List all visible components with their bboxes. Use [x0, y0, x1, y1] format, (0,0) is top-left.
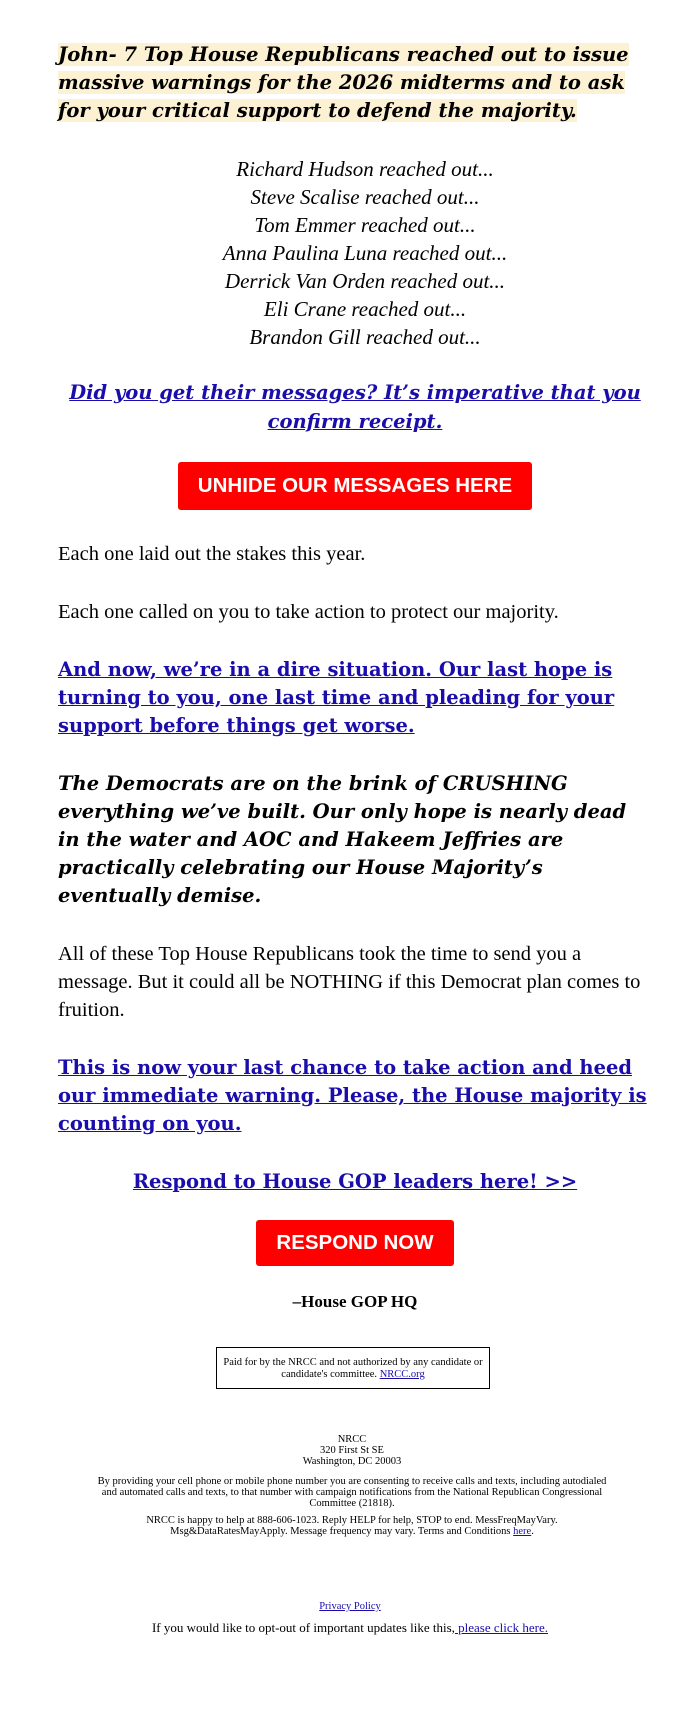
headline-text: John- 7 Top House Republicans reached out to issue massive warnings for the 2026 midterms and to ask for your critical support to defend the majority. [58, 43, 629, 122]
privacy-policy-link[interactable]: Privacy Policy [319, 1601, 381, 1612]
opt-out-text: If you would like to opt-out of important updates like this, [151, 1620, 455, 1635]
dire-situation-link[interactable]: And now, we’re in a dire situation. Our last hope is turning to you, one last time and pleading for your support before things get worse. [58, 658, 615, 737]
names-list [58, 155, 652, 351]
address-street: 320 First St SE [320, 1445, 384, 1456]
opt-out-link[interactable]: please click here. [454, 1620, 549, 1635]
name-line: Steve Scalise reached out... [250, 185, 480, 209]
name-line: Tom Emmer reached out... [254, 213, 476, 237]
democrats-paragraph: The Democrats are on the brink of CRUSHING everything we’ve built. Our only hope is nearly dead in the water and AOC and Hakeem Jeffries are practically celebrating our House Majority’s eventually demise. [58, 772, 627, 907]
headline [58, 41, 652, 125]
message-paragraph: All of these Top House Republicans took the time to send you a message. But it could all be NOTHING if this Democrat plan comes to fruition. [58, 943, 641, 1021]
last-chance-link[interactable]: This is now your last chance to take action and heed our immediate warning. Please, the House majority is counting on you. [58, 1056, 647, 1135]
help-period: . [531, 1526, 534, 1537]
address-city: Washington, DC 20003 [302, 1456, 402, 1467]
privacy-policy [0, 1601, 700, 1612]
paid-for-text: Paid for by the NRCC and not authorized by any candidate or candidate's committee. [223, 1357, 483, 1380]
address-org: NRCC [337, 1434, 367, 1445]
name-line: Derrick Van Orden reached out... [224, 269, 506, 293]
consent-text: By providing your cell phone or mobile phone number you are consenting to receive calls and texts, including autodialed and automated calls and texts, to that number with campaign notifications from the National Republican Congressional Committee (21818). [97, 1476, 607, 1509]
unhide-messages-button[interactable]: UNHIDE OUR MESSAGES HERE [178, 462, 532, 510]
action-paragraph: Each one called on you to take action to protect our majority. [58, 601, 559, 623]
respond-now-button[interactable]: RESPOND NOW [256, 1220, 454, 1266]
terms-here-link[interactable]: here [513, 1526, 532, 1537]
confirm-receipt-link[interactable]: Did you get their messages? It’s imperative that you confirm receipt. [69, 381, 641, 433]
email-body [58, 0, 652, 1312]
name-line: Brandon Gill reached out... [249, 325, 481, 349]
name-line: Eli Crane reached out... [263, 297, 467, 321]
nrcc-org-link[interactable]: NRCC.org [379, 1369, 425, 1380]
help-text [90, 1515, 614, 1537]
respond-leaders-link[interactable]: Respond to House GOP leaders here! >> [132, 1170, 578, 1193]
help-text-body: NRCC is happy to help at 888-606-1023. Reply HELP for help, STOP to end. MessFreqMayVary. Msg&DataRatesMayApply. Message frequency may vary. Terms and Conditions [146, 1515, 558, 1537]
signature: –House GOP HQ [292, 1292, 418, 1311]
paid-for-disclaimer [216, 1347, 490, 1389]
opt-out [0, 1620, 700, 1636]
name-line: Anna Paulina Luna reached out... [222, 241, 508, 265]
stakes-paragraph: Each one laid out the stakes this year. [58, 543, 366, 565]
footer-address [90, 1434, 614, 1467]
name-line: Richard Hudson reached out... [236, 157, 494, 181]
